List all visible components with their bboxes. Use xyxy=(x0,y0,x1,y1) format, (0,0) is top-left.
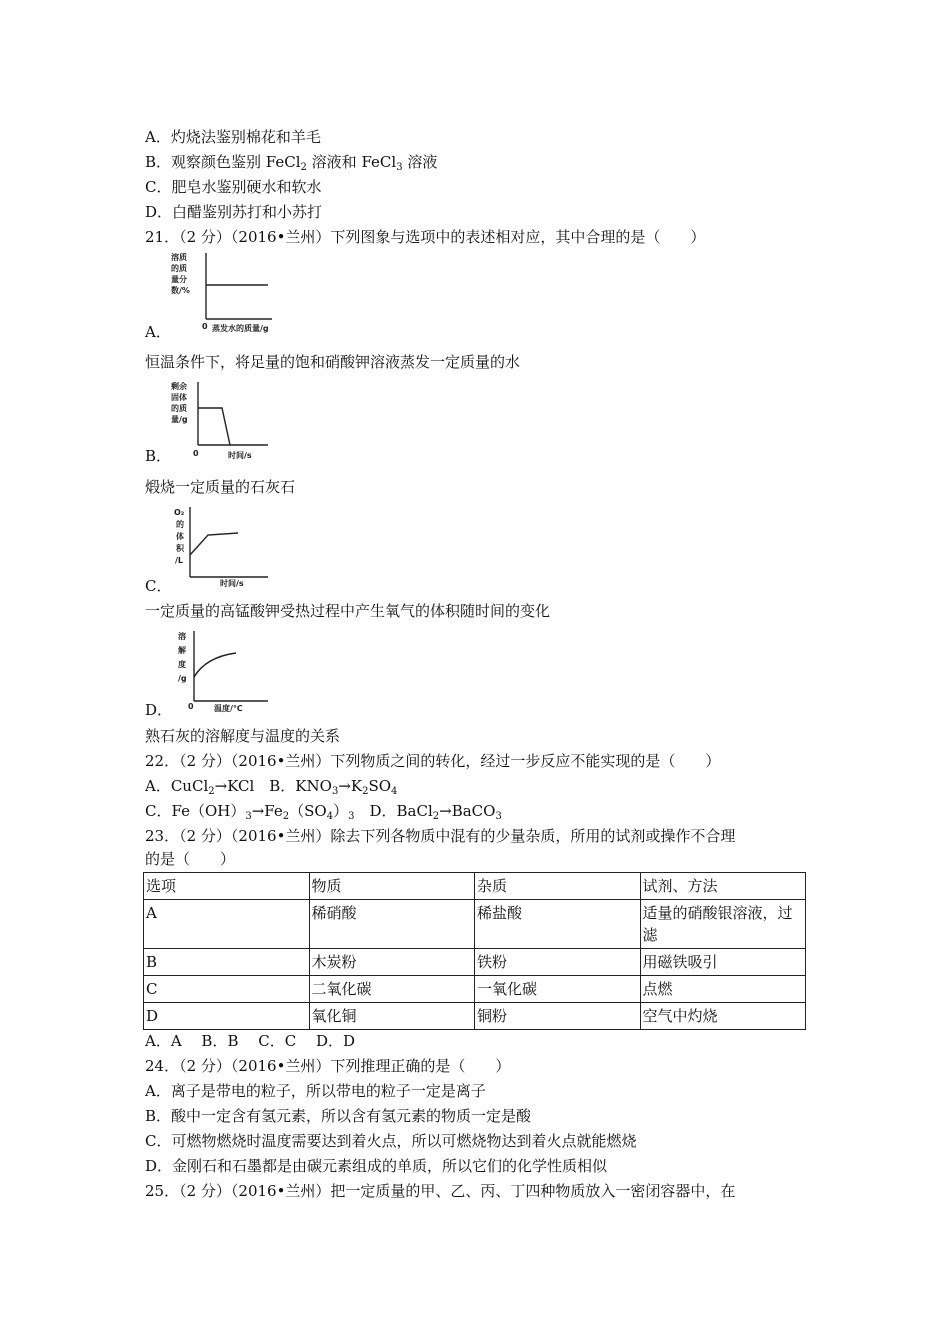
q25-stem: 25．（2 分）（2016•兰州）把一定质量的甲、乙、丙、丁四种物质放入一密闭容器中，在 xyxy=(145,1182,736,1200)
chart-c-curve xyxy=(190,533,238,555)
table-row xyxy=(144,900,806,949)
table-row xyxy=(144,976,806,1003)
q21-chart-c xyxy=(168,503,278,589)
chart-d-origin: 0 xyxy=(188,702,194,711)
q20-option-d: D．白醋鉴别苏打和小苏打 xyxy=(145,203,323,221)
table-cell: C xyxy=(144,976,310,1003)
svg-text:体: 体 xyxy=(176,532,184,541)
q21-label-c: C． xyxy=(145,577,172,595)
chart-a-origin: 0 xyxy=(202,322,208,331)
q21-label-a: A． xyxy=(145,323,171,341)
chart-a-xlabel: 蒸发水的质量/g xyxy=(212,324,269,333)
table-cell: 适量的硝酸银溶液，过滤 xyxy=(640,900,806,949)
q21-chart-d xyxy=(168,627,278,713)
q23-stem-line2: 的是（ ） xyxy=(145,850,236,868)
q21-text-b: 煅烧一定质量的石灰石 xyxy=(145,478,296,496)
svg-text:量/g: 量/g xyxy=(171,415,188,424)
svg-text:剩余: 剩余 xyxy=(171,382,187,391)
table-cell: 空气中灼烧 xyxy=(640,1003,806,1030)
table-cell: 氧化铜 xyxy=(309,1003,475,1030)
q22-options-cd: C．$Fe(OH)_3\to Fe_2(SO_4)_3$ D．BaCl$_2$→BaCO$_3$ xyxy=(145,802,502,822)
q21-text-d: 熟石灰的溶解度与温度的关系 xyxy=(145,727,341,745)
chart-b-xlabel: 时间/s xyxy=(228,451,252,460)
table-cell: 铜粉 xyxy=(475,1003,641,1030)
table-cell: A xyxy=(144,900,310,949)
q24-option-d: D．金刚石和石墨都是由碳元素组成的单质，所以它们的化学性质相似 xyxy=(145,1157,608,1175)
chart-d-ylabel xyxy=(178,631,187,683)
table-header-cell: 选项 xyxy=(144,873,310,900)
table-cell: 用磁铁吸引 xyxy=(640,949,806,976)
table-cell: 一氧化碳 xyxy=(475,976,641,1003)
table-header-cell: 物质 xyxy=(309,873,475,900)
svg-text:固体: 固体 xyxy=(171,393,187,402)
table-cell: D xyxy=(144,1003,310,1030)
q23-stem-line1: 23．（2 分）（2016•兰州）除去下列各物质中混有的少量杂质，所用的试剂或操作不合理 xyxy=(145,827,736,845)
q24-option-b: B．酸中一定含有氢元素，所以含有氢元素的物质一定是酸 xyxy=(145,1107,532,1125)
table-cell: 点燃 xyxy=(640,976,806,1003)
q24-option-c: C．可燃物燃烧时温度需要达到着火点，所以可燃烧物达到着火点就能燃烧 xyxy=(145,1132,637,1150)
q24-stem: 24．（2 分）（2016•兰州）下列推理正确的是（ ） xyxy=(145,1057,511,1075)
svg-text:数/%: 数/% xyxy=(171,286,190,295)
chart-b-ylabel xyxy=(171,381,188,424)
chart-a-ylabel xyxy=(171,252,190,295)
table-row xyxy=(144,949,806,976)
chart-d-curve xyxy=(194,653,236,677)
svg-text:量分: 量分 xyxy=(171,275,187,284)
svg-text:/L: /L xyxy=(175,556,184,565)
q23-options: A．A B．B C．C D．D xyxy=(145,1032,356,1050)
table-row xyxy=(144,1003,806,1030)
q22-options-ab: A．CuCl$_2$→KCl B．$KNO_3\to K_2SO_4$ xyxy=(145,777,398,797)
svg-text:/g: /g xyxy=(178,674,187,683)
table-cell: 二氧化碳 xyxy=(309,976,475,1003)
svg-text:的: 的 xyxy=(176,520,184,529)
svg-text:的质: 的质 xyxy=(171,404,187,413)
q24-option-a: A．离子是带电的粒子，所以带电的粒子一定是离子 xyxy=(145,1082,486,1100)
chart-c-xlabel: 时间/s xyxy=(220,579,244,588)
chart-b-curve xyxy=(198,408,230,445)
table-cell: B xyxy=(144,949,310,976)
q21-chart-b xyxy=(168,378,278,464)
chart-d-xlabel: 温度/℃ xyxy=(214,704,243,713)
table-header-row xyxy=(144,873,806,900)
q21-text-c: 一定质量的高锰酸钾受热过程中产生氧气的体积随时间的变化 xyxy=(145,602,551,620)
q21-label-b: B． xyxy=(145,447,172,465)
chart-b-origin: 0 xyxy=(193,449,199,458)
q21-stem: 21．（2 分）（2016•兰州）下列图象与选项中的表述相对应，其中合理的是（ ） xyxy=(145,228,706,246)
q21-chart-a xyxy=(168,249,278,335)
svg-text:O₂: O₂ xyxy=(174,508,185,517)
table-header-cell: 试剂、方法 xyxy=(640,873,806,900)
table-cell: 铁粉 xyxy=(475,949,641,976)
q21-label-d: D． xyxy=(145,701,173,719)
svg-text:溶: 溶 xyxy=(178,632,186,641)
table-header-cell: 杂质 xyxy=(475,873,641,900)
table-cell: 稀硝酸 xyxy=(309,900,475,949)
svg-text:积: 积 xyxy=(176,544,184,553)
svg-text:溶质: 溶质 xyxy=(171,253,187,262)
q21-text-a: 恒温条件下，将足量的饱和硝酸钾溶液蒸发一定质量的水 xyxy=(145,353,521,371)
q20-option-b: B．观察颜色鉴别 FeCl$_2$ 溶液和 FeCl$_3$ 溶液 xyxy=(145,153,438,173)
table-cell: 稀盐酸 xyxy=(475,900,641,949)
q20-option-c: C．肥皂水鉴别硬水和软水 xyxy=(145,178,322,196)
svg-text:的质: 的质 xyxy=(171,264,187,273)
q23-options-table xyxy=(143,872,806,1030)
svg-text:解: 解 xyxy=(178,646,186,655)
table-cell: 木炭粉 xyxy=(309,949,475,976)
svg-text:度: 度 xyxy=(178,660,186,669)
q22-stem: 22．（2 分）（2016•兰州）下列物质之间的转化，经过一步反应不能实现的是（ ） xyxy=(145,752,721,770)
q20-option-a: A．灼烧法鉴别棉花和羊毛 xyxy=(145,128,321,146)
chart-c-ylabel xyxy=(174,508,185,565)
